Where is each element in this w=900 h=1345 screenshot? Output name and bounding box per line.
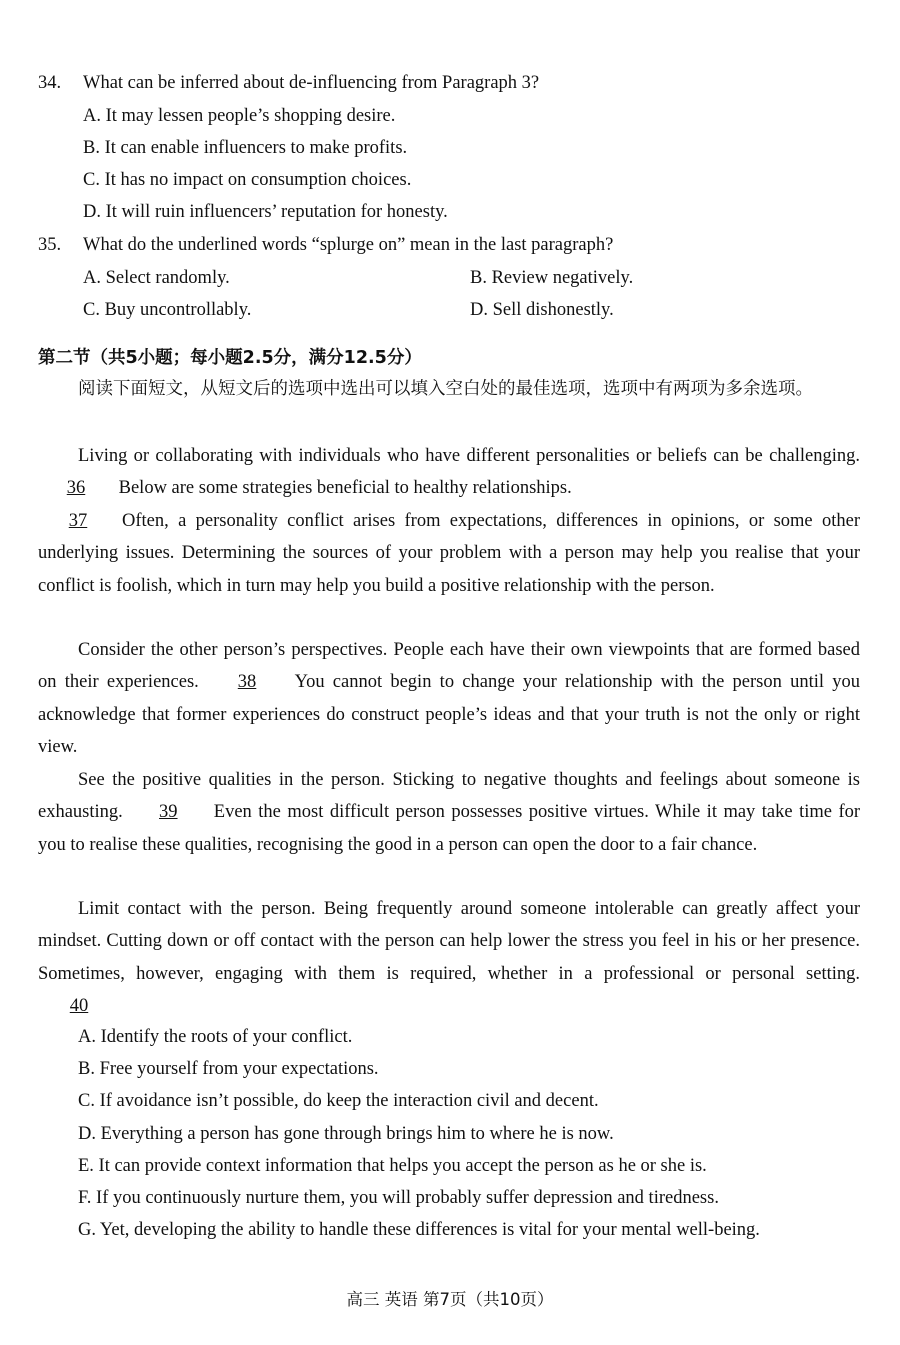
option-b: B. Review negatively.: [470, 268, 634, 288]
choice-d: D. Everything a person has gone through brings him to where he is now.: [78, 1124, 614, 1144]
page-footer: 高三 英语 第7页（共10页）: [346, 1290, 554, 1309]
question-stem: What do the underlined words “splurge on” mean in the last paragraph?: [83, 235, 614, 255]
choice-e: E. It can provide context information that helps you accept the person as he or she is.: [78, 1156, 707, 1176]
paragraph-text: You cannot begin to change your relationship with the person until you acknowledge that former experiences do construct people’s ideas and that your truth is not the only or right view.: [38, 672, 860, 758]
choice-g: G. Yet, developing the ability to handle these differences is vital for your mental well-being.: [78, 1220, 760, 1240]
passage-paragraph-2: [38, 505, 860, 602]
option-c: C. Buy uncontrollably.: [83, 300, 252, 320]
option-a: A. It may lessen people’s shopping desire.: [83, 106, 396, 126]
option-a: A. Select randomly.: [83, 268, 230, 288]
paragraph-text: Consider the other person’s perspectives. People each have their own viewpoints that are formed based on their experiences.: [38, 640, 860, 693]
question-34: [38, 73, 539, 94]
paragraph-text: Limit contact with the person. Being frequently around someone intolerable can greatly affect your mindset. Cutting down or off contact with the person can help lower the stress you feel in his or her presence. Sometimes, however, engaging with them is required, whether in a professional or personal setting.: [38, 899, 860, 984]
section-title: 第二节（共5小题；每小题2.5分，满分12.5分）: [38, 348, 422, 368]
blank-36: 36: [66, 478, 86, 499]
question-number: 34.: [38, 73, 62, 93]
passage-paragraph-5: [38, 893, 860, 1023]
blank-40: 40: [69, 996, 89, 1017]
choice-f: F. If you continuously nurture them, you will probably suffer depression and tiredness.: [78, 1188, 719, 1208]
choice-b: B. Free yourself from your expectations.: [78, 1059, 379, 1079]
choice-a: A. Identify the roots of your conflict.: [78, 1027, 353, 1047]
passage-paragraph-3: [38, 634, 860, 764]
option-d: D. Sell dishonestly.: [470, 300, 614, 320]
question-35: [38, 235, 613, 256]
option-b: B. It can enable influencers to make profits.: [83, 138, 408, 158]
paragraph-text: See the positive qualities in the person. Sticking to negative thoughts and feelings about someone is exhausting.: [38, 770, 860, 823]
paragraph-text: Living or collaborating with individuals who have different personalities or beliefs can be challenging.: [78, 446, 860, 466]
passage-paragraph-1: [38, 440, 860, 505]
blank-39: 39: [159, 802, 178, 823]
question-number: 35.: [38, 235, 62, 255]
paragraph-text: Even the most difficult person possesses positive virtues. While it may take time for you to realise these qualities, recognising the good in a person can open the door to a fair chance.: [38, 802, 861, 855]
passage-paragraph-4: [38, 764, 860, 861]
paragraph-text: Often, a personality conflict arises from expectations, differences in opinions, or some other underlying issues. Determining the sources of your problem with a person may help you realise that your conflict is foolish, which in turn may help you build a positive relationship with the person.: [38, 511, 860, 596]
question-stem: What can be inferred about de-influencing from Paragraph 3?: [83, 73, 540, 93]
paragraph-text: Below are some strategies beneficial to healthy relationships.: [118, 478, 572, 499]
section-instruction: 阅读下面短文，从短文后的选项中选出可以填入空白处的最佳选项，选项中有两项为多余选项。: [78, 379, 813, 399]
blank-38: 38: [237, 672, 257, 693]
blank-37: 37: [68, 511, 88, 531]
choice-c: C. If avoidance isn’t possible, do keep the interaction civil and decent.: [78, 1091, 599, 1111]
option-c: C. It has no impact on consumption choices.: [83, 170, 412, 190]
option-d: D. It will ruin influencers’ reputation for honesty.: [83, 202, 448, 222]
